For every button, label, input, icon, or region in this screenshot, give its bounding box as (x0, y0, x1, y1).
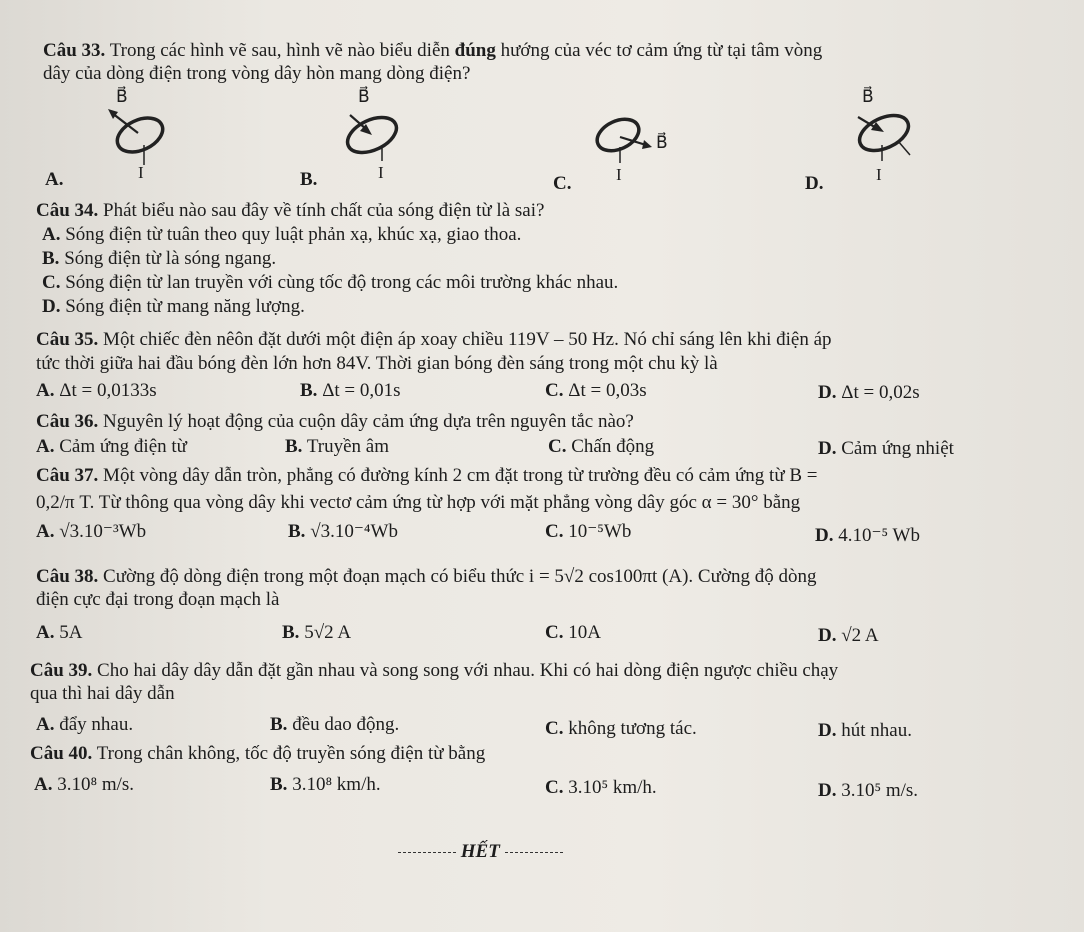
q40-label: Câu 40. (30, 743, 93, 764)
q33-text1: Trong các hình vẽ sau, hình vẽ nào biểu diễn (105, 40, 455, 61)
option-label: B. (285, 436, 303, 457)
q38-option-b (282, 622, 351, 644)
fig-option-c: C. (553, 173, 572, 194)
end-marker (398, 841, 563, 863)
coil-b-diagram (300, 85, 450, 195)
option-label: D. (815, 525, 834, 546)
option-text: √3.10⁻³Wb (54, 521, 147, 542)
option-text: Δt = 0,03s (563, 380, 647, 401)
option-text: Cảm ứng điện từ (54, 436, 187, 457)
q40-option-d (818, 780, 918, 802)
q38-text1: Cường độ dòng điện trong một đoạn mạch có biểu thức i = 5√2 cos100πt (A). Cường độ dòng (98, 566, 817, 587)
figure-c (548, 85, 698, 195)
q36-label: Câu 36. (36, 411, 99, 432)
q35-label: Câu 35. (36, 329, 99, 350)
option-label: C. (42, 272, 61, 293)
option-text: Sóng điện từ lan truyền với cùng tốc độ trong các môi trường khác nhau. (60, 272, 619, 293)
option-text: 5√2 A (299, 622, 352, 643)
option-label: B. (282, 622, 300, 643)
fig-option-b: B. (300, 169, 318, 190)
q38-option-c (545, 622, 601, 644)
q39-option-c (545, 718, 697, 740)
q38-option-d (818, 625, 879, 647)
option-label: A. (36, 521, 55, 542)
option-label: A. (36, 714, 55, 735)
option-label: C. (545, 777, 564, 798)
q36-option-b (285, 436, 389, 458)
q37-option-a (36, 521, 146, 543)
b-vector-label: B⃗ (116, 87, 128, 106)
option-text: Δt = 0,0133s (54, 380, 157, 401)
option-label: B. (288, 521, 306, 542)
option-text: hút nhau. (836, 720, 912, 741)
q35-line1 (36, 329, 832, 351)
q36-stem (36, 411, 634, 433)
q37-option-b (288, 521, 398, 543)
q39-line1 (30, 660, 838, 682)
option-label: B. (42, 248, 60, 269)
option-text: Δt = 0,01s (317, 380, 401, 401)
q34-option-d (42, 296, 305, 318)
current-label: I (616, 165, 622, 184)
q37-option-c (545, 521, 631, 543)
q33-line1 (43, 40, 822, 62)
option-text: đẩy nhau. (54, 714, 134, 735)
q39-option-b (270, 714, 399, 736)
current-label: I (876, 165, 882, 184)
option-label: A. (42, 224, 61, 245)
q36-option-a (36, 436, 187, 458)
option-text: √2 A (836, 625, 879, 646)
q38-line2: điện cực đại trong đoạn mạch là (36, 589, 280, 610)
current-label: I (378, 163, 384, 182)
option-text: 3.10⁸ km/h. (287, 774, 381, 795)
option-text: 10⁻⁵Wb (563, 521, 632, 542)
q37-option-d (815, 525, 920, 547)
option-text: không tương tác. (563, 718, 697, 739)
q33-text2: hướng của véc tơ cảm ứng từ tại tâm vòng (495, 40, 823, 61)
q40-stem (30, 743, 485, 765)
option-label: B. (270, 774, 288, 795)
q40-option-b (270, 774, 381, 796)
q33-line2: dây của dòng điện trong vòng dây hòn mang dòng điện? (43, 63, 471, 84)
option-label: C. (545, 718, 564, 739)
q34-option-c (42, 272, 618, 294)
option-label: D. (818, 780, 837, 801)
q35-option-b (300, 380, 401, 402)
option-label: B. (270, 714, 288, 735)
q37-text1: Một vòng dây dẫn tròn, phẳng có đường kính 2 cm đặt trong từ trường đều có cảm ứng từ B = (98, 465, 818, 486)
option-label: D. (42, 296, 61, 317)
option-text: Sóng điện từ tuân theo quy luật phản xạ, khúc xạ, giao thoa. (60, 224, 522, 245)
q34-option-b (42, 248, 276, 270)
q36-text: Nguyên lý hoạt động của cuộn dây cảm ứng dựa trên nguyên tắc nào? (98, 411, 634, 432)
q38-label: Câu 38. (36, 566, 99, 587)
figure-a (40, 85, 180, 195)
q35-option-d (818, 382, 920, 404)
option-text: 5A (54, 622, 83, 643)
q36-option-c (548, 436, 654, 458)
dash-right (505, 852, 563, 853)
fig-option-a: A. (45, 169, 64, 190)
q39-text1: Cho hai dây dây dẫn đặt gần nhau và song song với nhau. Khi có hai dòng điện ngược chiều chạy (92, 660, 839, 681)
figure-b (300, 85, 450, 195)
option-label: C. (545, 622, 564, 643)
q34-stem (36, 200, 544, 222)
option-label: C. (548, 436, 567, 457)
q34-option-a (42, 224, 521, 246)
figure-d (800, 85, 950, 195)
q38-option-a (36, 622, 82, 644)
option-label: A. (36, 622, 55, 643)
option-label: C. (545, 380, 564, 401)
q40-option-c (545, 777, 657, 799)
q35-option-a (36, 380, 157, 402)
q39-option-a (36, 714, 133, 736)
q33-label: Câu 33. (43, 40, 106, 61)
b-vector-label: B⃗ (862, 87, 874, 106)
q40-option-a (34, 774, 134, 796)
option-text: 10A (563, 622, 601, 643)
option-text: 3.10⁵ km/h. (563, 777, 657, 798)
q39-option-d (818, 720, 912, 742)
b-vector-label: B⃗ (656, 133, 668, 152)
q35-line2: tức thời giữa hai đầu bóng đèn lớn hơn 84V. Thời gian bóng đèn sáng trong một chu kỳ là (36, 353, 718, 374)
option-text: Chấn động (566, 436, 655, 457)
fig-option-d: D. (805, 173, 824, 194)
option-label: D. (818, 625, 837, 646)
option-text: Sóng điện từ mang năng lượng. (60, 296, 305, 317)
option-text: đều dao động. (287, 714, 400, 735)
option-label: A. (36, 380, 55, 401)
q37-line1 (36, 465, 818, 487)
q34-text: Phát biểu nào sau đây về tính chất của sóng điện từ là sai? (98, 200, 545, 221)
option-label: D. (818, 382, 837, 403)
option-text: 3.10⁵ m/s. (836, 780, 919, 801)
option-text: Sóng điện từ là sóng ngang. (59, 248, 277, 269)
q36-option-d (818, 438, 954, 460)
q33-bold: đúng (454, 40, 496, 61)
q38-line1 (36, 566, 816, 588)
option-text: Cảm ứng nhiệt (836, 438, 954, 459)
option-label: B. (300, 380, 318, 401)
option-text: Δt = 0,02s (836, 382, 920, 403)
option-label: D. (818, 720, 837, 741)
current-label: I (138, 163, 144, 182)
dash-left (398, 852, 456, 853)
option-text: 4.10⁻⁵ Wb (833, 525, 920, 546)
q35-option-c (545, 380, 647, 402)
q37-label: Câu 37. (36, 465, 99, 486)
option-label: D. (818, 438, 837, 459)
option-label: A. (36, 436, 55, 457)
option-text: √3.10⁻⁴Wb (305, 521, 398, 542)
option-text: Truyền âm (302, 436, 390, 457)
q39-line2: qua thì hai dây dẫn (30, 683, 175, 704)
q34-label: Câu 34. (36, 200, 99, 221)
option-label: A. (34, 774, 53, 795)
q40-text: Trong chân không, tốc độ truyền sóng điện từ bằng (92, 743, 486, 764)
q35-text1: Một chiếc đèn nêôn đặt dưới một điện áp xoay chiều 119V – 50 Hz. Nó chỉ sáng lên khi điện áp (98, 329, 832, 350)
q39-label: Câu 39. (30, 660, 93, 681)
q37-line2: 0,2/π T. Từ thông qua vòng dây khi vectơ cảm ứng từ hợp với mặt phẳng vòng dây góc α = 30° bằng (36, 492, 801, 513)
end-text: HẾT (460, 841, 500, 862)
option-label: C. (545, 521, 564, 542)
option-text: 3.10⁸ m/s. (52, 774, 135, 795)
b-vector-label: B⃗ (358, 87, 370, 106)
